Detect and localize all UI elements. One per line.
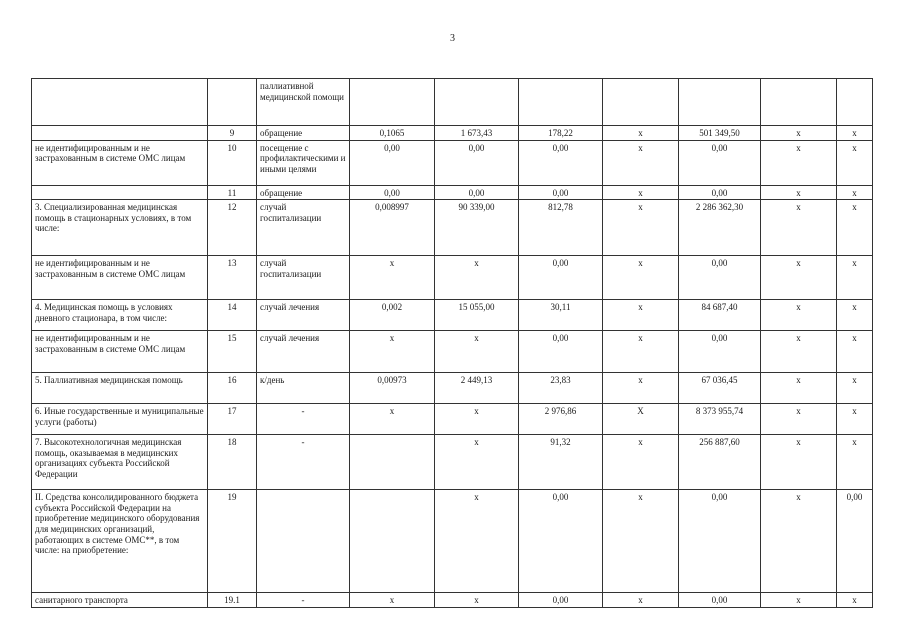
value-cell: х <box>837 593 873 608</box>
value-cell: 0,00 <box>519 256 603 300</box>
row-name: не идентифицированным и не застрахованным в системе ОМС лицам <box>32 256 208 300</box>
row-name: II. Средства консолидированного бюджета субъекта Российской Федерации на приобретение медицинского оборудования для медицинских организаций, работающих в системе ОМС**, в том числе: на приобретение: <box>32 490 208 593</box>
table-row <box>32 490 873 593</box>
table-row <box>32 593 873 608</box>
row-name: 6. Иные государственные и муниципальные услуги (работы) <box>32 404 208 435</box>
value-cell: х <box>837 300 873 331</box>
value-cell: х <box>435 404 519 435</box>
page-number: 3 <box>450 33 455 44</box>
value-cell: 1 673,43 <box>435 126 519 141</box>
value-cell: х <box>603 490 679 593</box>
value-cell: х <box>603 373 679 404</box>
table-row <box>32 185 873 200</box>
row-name: не идентифицированным и не застрахованным в системе ОМС лицам <box>32 140 208 185</box>
unit-cell: - <box>257 435 350 490</box>
row-number: 14 <box>208 300 257 331</box>
value-cell: х <box>350 256 435 300</box>
unit-cell <box>257 490 350 593</box>
value-cell: х <box>837 373 873 404</box>
value-cell: 0,00 <box>837 490 873 593</box>
value-cell: х <box>837 126 873 141</box>
value-cell: х <box>761 256 837 300</box>
row-number: 19.1 <box>208 593 257 608</box>
value-cell: х <box>603 200 679 256</box>
value-cell: 0,002 <box>350 300 435 331</box>
value-cell: х <box>603 331 679 373</box>
table-row <box>32 256 873 300</box>
unit-cell: обращение <box>257 185 350 200</box>
value-cell: 0,00 <box>350 140 435 185</box>
row-name: не идентифицированным и не застрахованным в системе ОМС лицам <box>32 331 208 373</box>
value-cell: х <box>435 435 519 490</box>
value-cell: х <box>435 256 519 300</box>
row-name <box>32 185 208 200</box>
row-name: 7. Высокотехнологичная медицинская помощь, оказываемая в медицинских организациях субъекта Российской Федерации <box>32 435 208 490</box>
value-cell: х <box>837 140 873 185</box>
row-name <box>32 126 208 141</box>
value-cell <box>761 79 837 126</box>
value-cell: х <box>761 404 837 435</box>
unit-cell: паллиативной медицинской помощи <box>257 79 350 126</box>
row-number: 18 <box>208 435 257 490</box>
value-cell: 15 055,00 <box>435 300 519 331</box>
value-cell: 67 036,45 <box>679 373 761 404</box>
value-cell: 501 349,50 <box>679 126 761 141</box>
value-cell: 0,00 <box>679 185 761 200</box>
row-number: 10 <box>208 140 257 185</box>
value-cell: 30,11 <box>519 300 603 331</box>
unit-cell: случай лечения <box>257 300 350 331</box>
value-cell: 2 976,86 <box>519 404 603 435</box>
value-cell: 8 373 955,74 <box>679 404 761 435</box>
value-cell: х <box>761 126 837 141</box>
unit-cell: случай лечения <box>257 331 350 373</box>
value-cell: х <box>837 435 873 490</box>
value-cell: 91,32 <box>519 435 603 490</box>
unit-cell: случай госпитализации <box>257 200 350 256</box>
financing-table <box>31 78 873 608</box>
value-cell: х <box>603 300 679 331</box>
row-number <box>208 79 257 126</box>
value-cell: 0,00 <box>679 140 761 185</box>
value-cell: х <box>350 331 435 373</box>
value-cell: 0,00 <box>435 185 519 200</box>
value-cell: 256 887,60 <box>679 435 761 490</box>
value-cell: х <box>837 185 873 200</box>
row-name: 3. Специализированная медицинская помощь в стационарных условиях, в том числе: <box>32 200 208 256</box>
value-cell: 2 286 362,30 <box>679 200 761 256</box>
table-row <box>32 200 873 256</box>
value-cell: х <box>603 140 679 185</box>
value-cell: х <box>761 185 837 200</box>
value-cell: х <box>603 593 679 608</box>
value-cell <box>350 79 435 126</box>
value-cell: х <box>837 404 873 435</box>
value-cell <box>519 79 603 126</box>
value-cell: 178,22 <box>519 126 603 141</box>
unit-cell: случай госпитализации <box>257 256 350 300</box>
value-cell: 0,00 <box>679 331 761 373</box>
value-cell: 0,00 <box>519 490 603 593</box>
value-cell: 2 449,13 <box>435 373 519 404</box>
table-row <box>32 331 873 373</box>
table-row <box>32 300 873 331</box>
unit-cell: обращение <box>257 126 350 141</box>
value-cell: Х <box>603 404 679 435</box>
row-number: 12 <box>208 200 257 256</box>
value-cell: 0,00 <box>519 331 603 373</box>
value-cell: х <box>761 373 837 404</box>
table-row <box>32 126 873 141</box>
value-cell: х <box>761 300 837 331</box>
value-cell: х <box>761 593 837 608</box>
unit-cell: - <box>257 593 350 608</box>
table-row <box>32 140 873 185</box>
row-number: 11 <box>208 185 257 200</box>
value-cell: х <box>761 331 837 373</box>
value-cell: 812,78 <box>519 200 603 256</box>
row-name: санитарного транспорта <box>32 593 208 608</box>
unit-cell: - <box>257 404 350 435</box>
value-cell: 0,00973 <box>350 373 435 404</box>
value-cell: 0,00 <box>679 490 761 593</box>
row-number: 9 <box>208 126 257 141</box>
value-cell <box>350 490 435 593</box>
value-cell: 0,00 <box>350 185 435 200</box>
value-cell: 0,00 <box>679 256 761 300</box>
row-name: 4. Медицинская помощь в условиях дневного стационара, в том числе: <box>32 300 208 331</box>
value-cell: х <box>837 331 873 373</box>
value-cell <box>837 79 873 126</box>
value-cell: 0,008997 <box>350 200 435 256</box>
value-cell <box>603 79 679 126</box>
value-cell: х <box>761 140 837 185</box>
row-number: 16 <box>208 373 257 404</box>
table-row <box>32 373 873 404</box>
value-cell: 84 687,40 <box>679 300 761 331</box>
value-cell: 0,00 <box>519 140 603 185</box>
unit-cell: к/день <box>257 373 350 404</box>
value-cell: х <box>837 200 873 256</box>
value-cell: х <box>435 331 519 373</box>
value-cell: х <box>761 490 837 593</box>
row-number: 13 <box>208 256 257 300</box>
row-number: 15 <box>208 331 257 373</box>
value-cell: х <box>603 256 679 300</box>
value-cell: х <box>761 435 837 490</box>
value-cell: х <box>350 593 435 608</box>
value-cell: 0,00 <box>679 593 761 608</box>
value-cell: х <box>350 404 435 435</box>
value-cell: 90 339,00 <box>435 200 519 256</box>
value-cell: 0,00 <box>519 593 603 608</box>
value-cell: х <box>603 185 679 200</box>
value-cell <box>679 79 761 126</box>
table-row <box>32 404 873 435</box>
value-cell: х <box>603 126 679 141</box>
table-row <box>32 435 873 490</box>
value-cell: х <box>761 200 837 256</box>
row-number: 17 <box>208 404 257 435</box>
value-cell: х <box>837 256 873 300</box>
value-cell: х <box>435 593 519 608</box>
value-cell <box>435 79 519 126</box>
value-cell: 0,00 <box>519 185 603 200</box>
value-cell: х <box>435 490 519 593</box>
unit-cell: посещение с профилактическими и иными целями <box>257 140 350 185</box>
value-cell: 23,83 <box>519 373 603 404</box>
value-cell: 0,00 <box>435 140 519 185</box>
value-cell: 0,1065 <box>350 126 435 141</box>
value-cell <box>350 435 435 490</box>
value-cell: х <box>603 435 679 490</box>
row-number: 19 <box>208 490 257 593</box>
table-row <box>32 79 873 126</box>
row-name: 5. Паллиативная медицинская помощь <box>32 373 208 404</box>
row-name <box>32 79 208 126</box>
